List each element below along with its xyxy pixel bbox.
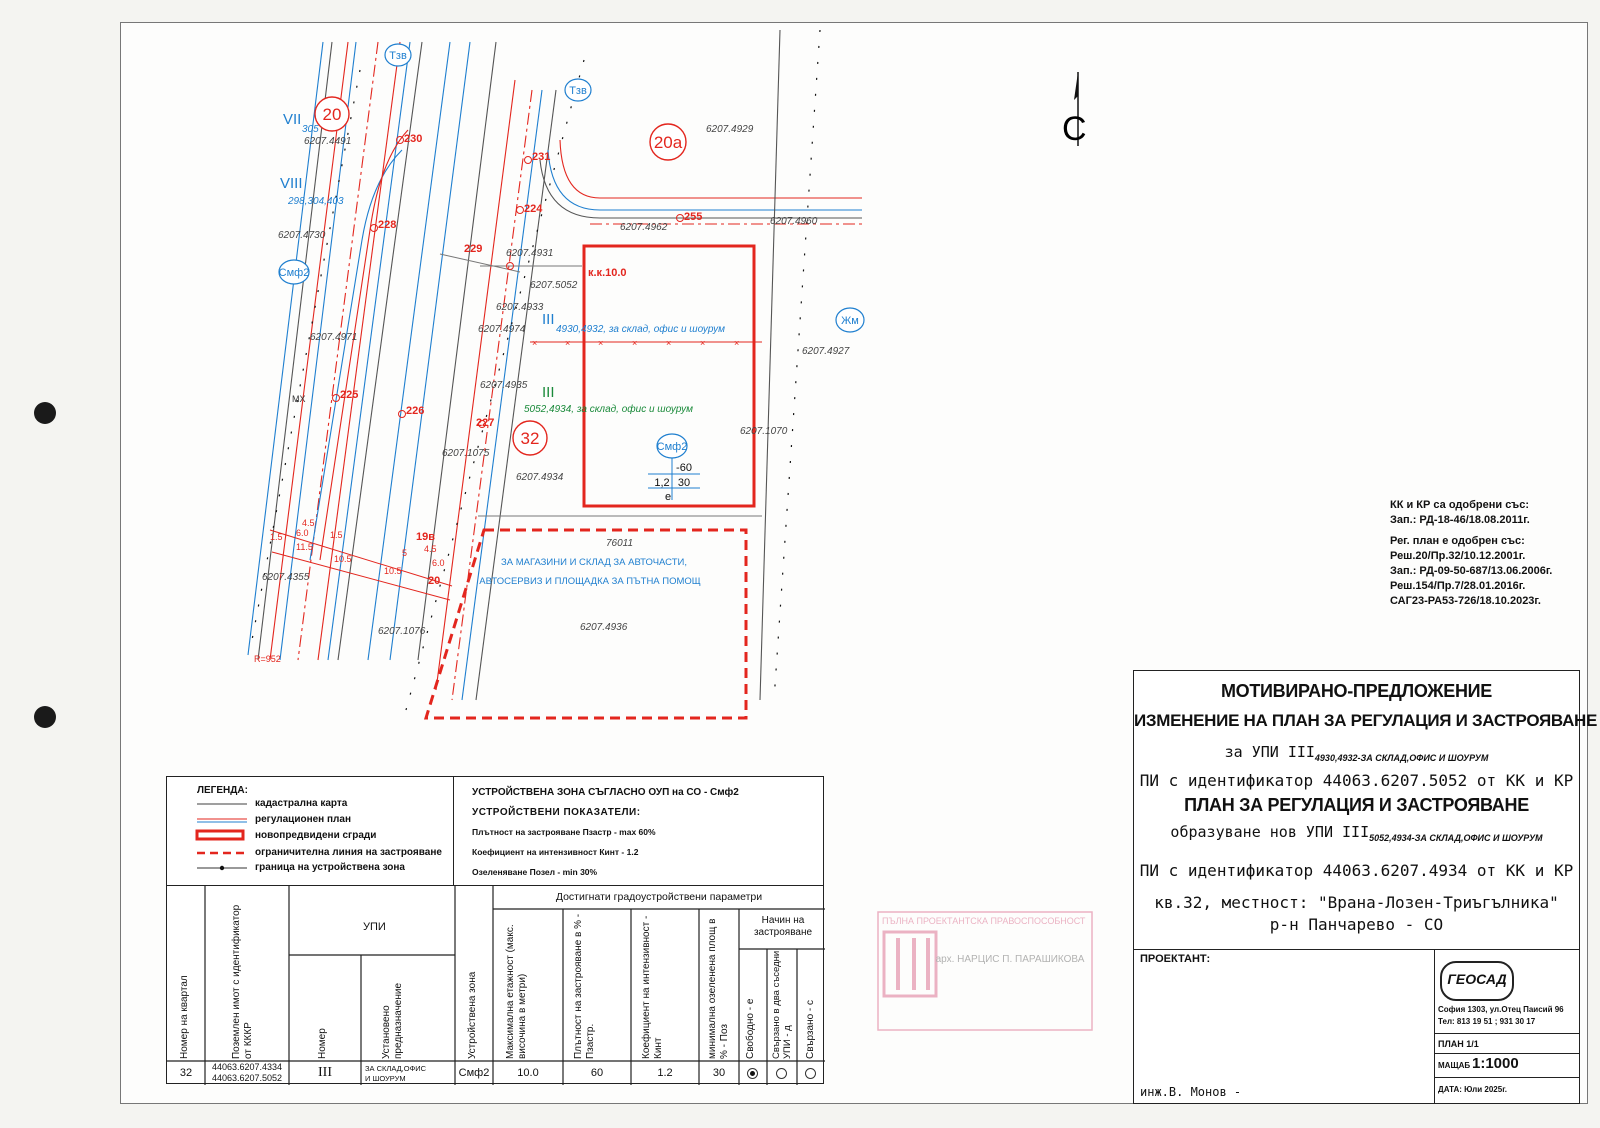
col-parcel: Поземлен имот с идентификатор от КККР — [231, 904, 254, 1059]
lower-zone-purpose-2: АВТОСЕРВИЗ И ПЛОЩАДКА ЗА ПЪТНА ПОМОЩ — [479, 576, 701, 587]
zone-label: Жм — [841, 315, 859, 327]
dimension: 5 — [402, 548, 408, 558]
legend-title: ЛЕГЕНДА: — [197, 785, 248, 796]
dimension: 6.0 — [432, 558, 445, 568]
approval-line: Зап.: РД-09-50-687/13.06.2006г. — [1390, 565, 1553, 577]
col-upi: УПИ — [363, 921, 386, 933]
svg-text:×: × — [666, 338, 672, 348]
col-group-achieved: Достигнати градоустройствени параметри — [555, 891, 763, 903]
point-id: 226 — [406, 405, 425, 417]
row-parcel-2: 44063.6207.5052 — [211, 1073, 283, 1083]
row-green: 30 — [712, 1067, 726, 1079]
zone-label: Тзв — [389, 50, 407, 62]
upi-number: III — [542, 384, 555, 401]
col-two-adjacent: Свързано в два съседни УПИ - д — [771, 950, 793, 1059]
radio-free[interactable] — [747, 1068, 758, 1079]
svg-text:×: × — [632, 338, 638, 348]
parcel-id: 6207.4491 — [304, 136, 352, 147]
parcel-id: 6207.4933 — [496, 302, 544, 313]
parcel-id: 76011 — [606, 538, 634, 549]
approval-line: КК и КР са одобрени със: — [1390, 499, 1529, 511]
radio-two-adjacent[interactable] — [776, 1068, 787, 1079]
dimension: 4.5 — [302, 518, 315, 528]
new-building-outline — [584, 246, 754, 506]
legend-new-buildings: новопредвидени сгради — [255, 830, 377, 841]
block-density: -60 — [676, 462, 692, 474]
date: ДАТА: Юли 2025г. — [1438, 1085, 1507, 1094]
north-label: С — [1062, 110, 1087, 148]
point-id: 20 — [428, 575, 441, 587]
approval-line: Реш.20/Пр.32/10.12.2001г. — [1390, 550, 1526, 562]
ridge-height: к.к.10.0 — [588, 267, 627, 279]
parcel-id: 6207.4960 — [770, 216, 818, 227]
plan-sheet: ПЛАН 1/1 — [1438, 1039, 1479, 1049]
indicator-green: Озеленяване Позел - min 30% — [472, 867, 598, 877]
upi-purpose-green: 5052,4934, за склад, офис и шоурум — [524, 404, 693, 415]
zone-label: Смф2 — [278, 267, 310, 279]
parcel-id: 6207.1075 — [442, 448, 490, 459]
row-purpose-1: ЗА СКЛАД,ОФИС — [365, 1064, 427, 1073]
point-id: 224 — [524, 203, 543, 215]
parcel-id: 6207.4974 — [478, 324, 526, 335]
block-green: 30 — [677, 477, 691, 489]
parcel-id: 6207.4971 — [310, 332, 358, 343]
dimension: 1.5 — [330, 530, 343, 540]
title-change: ИЗМЕНЕНИЕ НА ПЛАН ЗА РЕГУЛАЦИЯ И ЗАСТРОЯВАНЕ — [1134, 711, 1598, 730]
row-quarter: 32 — [179, 1067, 193, 1079]
parcel-id: 6207.4931 — [506, 248, 554, 259]
radio-linked[interactable] — [805, 1068, 816, 1079]
title-pi2: ПИ с идентификатор 44063.6207.4934 от КК и КР — [1139, 861, 1574, 880]
row-zone: Смф2 — [458, 1067, 490, 1079]
curve-radius: R=952 — [254, 654, 281, 664]
approval-line: Зап.: РД-18-46/18.08.2011г. — [1390, 514, 1530, 526]
scale-value: 1:1000 — [1472, 1055, 1519, 1072]
parcel-id: 6207.4936 — [580, 622, 628, 633]
parcel-id: 6207.4935 — [480, 380, 528, 391]
point-id: 229 — [464, 243, 483, 255]
svg-text:×: × — [565, 338, 571, 348]
col-kint: Коефициент на интензивност - Кинт — [641, 915, 664, 1059]
architect-stamp — [878, 912, 1092, 1030]
north-arrow-icon — [1062, 72, 1087, 148]
svg-text:×: × — [700, 338, 706, 348]
parcel-id: 6207.4934 — [516, 472, 564, 483]
stamp-title: ПЪЛНА ПРОЕКТАНТСКА ПРАВОСПОСОБНОСТ — [882, 916, 1086, 926]
approval-line: САГ23-РА53-726/18.10.2023г. — [1390, 595, 1541, 607]
legend-and-parameters — [166, 776, 824, 1084]
point-id: 255 — [684, 211, 703, 223]
quarter-label: 20 — [322, 105, 342, 124]
dimension: 11.5 — [296, 542, 313, 552]
parcel-id: 305 — [302, 124, 319, 135]
upi-number: VII — [283, 111, 302, 128]
col-build-type: Начин на застрояване — [753, 915, 813, 938]
mx-label: МХ — [292, 394, 306, 404]
parcel-id: 6207.4929 — [706, 124, 754, 135]
title-quarter: кв.32, местност: "Врана-Лозен-Триъгълника" — [1154, 893, 1559, 912]
approval-line: Рег. план е одобрен със: — [1390, 535, 1525, 547]
col-green: минимална озеленена площ в % - Поз — [707, 918, 730, 1059]
dimension: 1.5 — [270, 532, 283, 542]
parcel-id: 6207.4962 — [620, 222, 668, 233]
parcel-id: 6207.1076 — [378, 626, 426, 637]
col-density: Плътност на застрояване в % - Пзастр. — [573, 913, 596, 1059]
title-plan: ПЛАН ЗА РЕГУЛАЦИЯ И ЗАСТРОЯВАНЕ — [1184, 795, 1529, 815]
point-id: 225 — [340, 389, 359, 401]
col-quarter: Номер на квартал — [179, 975, 190, 1059]
approvals-note — [1390, 498, 1552, 609]
parcel-id: 6207.5052 — [530, 280, 578, 291]
parcel-id: 6207.4355 — [262, 572, 310, 583]
row-kint: 1.2 — [657, 1067, 673, 1079]
row-floors: 10.0 — [517, 1067, 539, 1079]
title-block — [1133, 670, 1598, 1104]
parcel-id: 298,304,403 — [288, 196, 344, 207]
dimension: 6.0 — [296, 528, 309, 538]
row-parcel-1: 44063.6207.4334 — [211, 1062, 283, 1072]
scale-label: МАЩАБ — [1438, 1061, 1471, 1070]
block-kint: 1,2 — [654, 477, 670, 489]
col-free: Свободно - е — [745, 998, 756, 1059]
point-id: 19в — [416, 531, 435, 543]
approval-line: Реш.154/Пр.7/28.01.2016г. — [1390, 580, 1526, 592]
lower-zone-purpose-1: ЗА МАГАЗИНИ И СКЛАД ЗА АВТОЧАСТИ, — [500, 557, 688, 568]
upi-number: VIII — [280, 175, 303, 192]
col-linked: Свързано - с — [805, 999, 816, 1059]
zone-label: Тзв — [569, 85, 587, 97]
row-purpose-2: И ШОУРУМ — [365, 1074, 406, 1083]
col-purpose: Установено предназначение — [381, 982, 404, 1059]
title-motivated: МОТИВИРАНО-ПРЕДЛОЖЕНИЕ — [1220, 681, 1493, 701]
designer-label: ПРОЕКТАНТ: — [1140, 953, 1211, 965]
engineer-name: инж.В. Монов - — [1140, 1085, 1242, 1099]
title-pi1: ПИ с идентификатор 44063.6207.5052 от КК и КР — [1139, 771, 1574, 790]
company-address: София 1303, ул.Отец Паисий 96 — [1438, 1005, 1564, 1014]
quarter-label: 20а — [653, 133, 683, 152]
parcel-id: 6207.4927 — [802, 346, 850, 357]
indicator-kint: Коефициент на интензивност Кинт - 1.2 — [472, 847, 639, 857]
title-upi: за УПИ $III_{4930,4932-ЗА СКЛАД,ОФИС И ШОУРУМ}$ — [1224, 743, 1489, 763]
col-floors: Максимална етажност (макс. височина в метри) — [505, 924, 528, 1059]
upi-purpose-blue: 4930,4932, за склад, офис и шоурум — [556, 324, 725, 335]
svg-text:×: × — [598, 338, 604, 348]
indicators-title: УСТРОЙСТВЕНИ ПОКАЗАТЕЛИ: — [472, 807, 641, 818]
svg-text:×: × — [734, 338, 740, 348]
point-id: 230 — [404, 133, 423, 145]
col-zone: Устройствена зона — [467, 971, 478, 1059]
col-upi-number: Номер — [317, 1028, 328, 1059]
stamp-name: арх. НАРЦИС П. ПАРАШИКОВА — [935, 954, 1085, 965]
svg-text:×: × — [532, 338, 538, 348]
parcel-id: 6207.4730 — [278, 230, 326, 241]
parcel-id: 6207.1070 — [740, 426, 788, 437]
legend-regulation: регулационен план — [255, 814, 351, 825]
zone-title: УСТРОЙСТВЕНА ЗОНА СЪГЛАСНО ОУП на СО - Смф2 — [472, 787, 739, 798]
point-id: 227 — [476, 417, 495, 429]
block-type: е — [664, 491, 672, 503]
upi-number: III — [542, 311, 555, 328]
legend-cadastral: кадастрална карта — [255, 798, 348, 809]
row-upi-number: III — [318, 1065, 332, 1080]
dimension: 10.5 — [334, 554, 352, 564]
legend-zone-boundary: граница на устройствена зона — [255, 862, 405, 873]
point-id: 231 — [532, 151, 551, 163]
title-new-upi: образуване нов УПИ $III_{5052,4934-ЗА СКЛАД,ОФИС И ШОУРУМ}$ — [1170, 823, 1543, 843]
zone-label: Смф2 — [656, 441, 688, 453]
legend-building-line: ограничителна линия на застрояване — [255, 847, 442, 858]
row-density: 60 — [590, 1067, 604, 1079]
quarter-label: 32 — [520, 429, 540, 448]
company-phone: Тел: 813 19 51 ; 931 30 17 — [1438, 1017, 1536, 1026]
company-logo: ГЕОСАД — [1440, 961, 1514, 1001]
dimension: 4.5 — [424, 544, 437, 554]
dimension: 10.5 — [384, 566, 402, 576]
title-district: р-н Панчарево - СО — [1269, 915, 1444, 934]
indicator-density: Плътност на застрояване Пзастр - max 60% — [472, 827, 656, 837]
point-id: 228 — [378, 219, 397, 231]
